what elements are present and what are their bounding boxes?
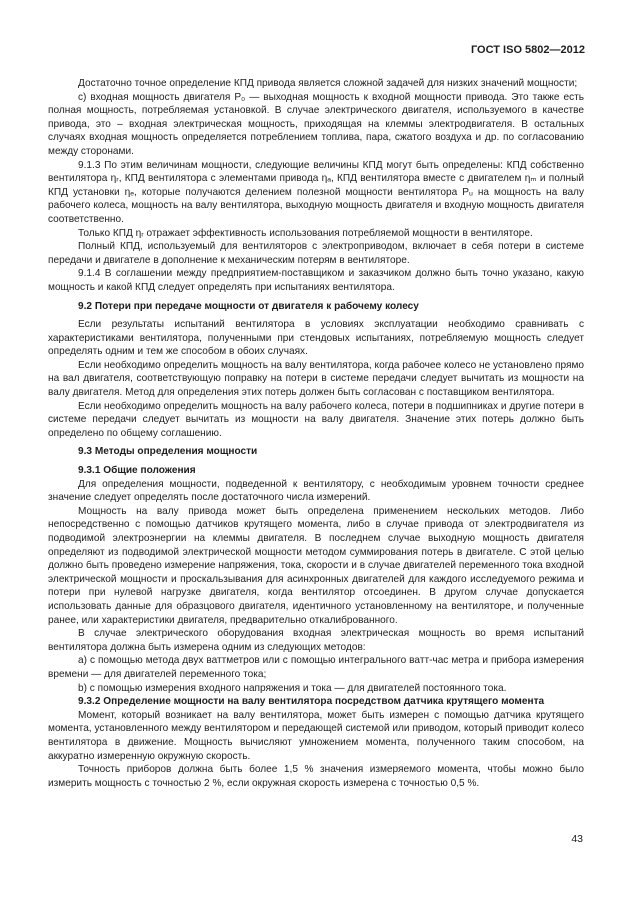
section-heading: 9.3 Методы определения мощности (78, 446, 258, 458)
subsection-heading: 9.3.1 Общие положения (78, 465, 196, 477)
subsection-heading: 9.3.2 Определение мощности на валу вентилятора посредством датчика крутящего момента (78, 696, 545, 708)
paragraph: Если необходимо определить мощность на валу рабочего колеса, потери в подшипниках и другие потери в системе передачи следует вычитать из мощности на валу двигателя. Значение этих потерь должно быть определено по общему соглашению. (48, 400, 584, 439)
paragraph: Мощность на валу привода может быть определена применением нескольких методов. Либо непосредственно с помощью датчиков крутящего момента, либо в случае привода от электродвигателя из подводимой электроэнергии на клеммы двигателя. В последнем случае выходную мощность двигателя определяют из подводимой электрической мощности методом суммирования потерь в двигателе. С этой целью должно быть проведено измерение напряжения, тока, скорости и в случае двигателей переменного тока входной электрической мощности и проскальзывания для асинхронных двигателей для каждого исследуемого режима и потери при нулевой нагрузке двигателя, когда вентилятор отсоединен. В другом случае допускается использовать данные для образцового двигателя, идентичного установленному на вентиляторе, и полученные ранее, или характеристики двигателя, предварительно откалиброванного. (48, 505, 584, 626)
paragraph: Если необходимо определить мощность на валу вентилятора, когда рабочее колесо не установлено прямо на вал двигателя, соответствующую поправку на потери в системе передачи следует вычитать из мощности на валу двигателя. Метод для определения этих потерь должен быть согласован с поставщиком вентилятора. (48, 359, 584, 399)
paragraph: 9.1.3 По этим величинам мощности, следующие величины КПД могут быть определены: КПД собственно вентилятора ηᵣ, КПД вентилятора с элементами привода ηₐ, КПД вентилятора вместе с двигателем ηₘ и полный КПД установки ηₑ, которые получаются делением полезной мощности вентилятора Pᵤ на мощность на валу рабочего колеса, мощность на валу вентилятора, выходную мощность двигателя и входную мощность двигателя соответственно. (48, 159, 584, 225)
paragraph: Точность приборов должна быть более 1,5 % значения измеряемого момента, чтобы можно было измерить мощность с точностью 2 %, если окружная скорость измерена с точностью 0,5 %. (48, 764, 584, 789)
paragraph: Момент, который возникает на валу вентилятора, может быть измерен с помощью датчика крутящего момента, установленного между вентилятором и передающей системой или приводом, который приводит колесо вентилятора в движение. Мощность вычисляют умножением момента, полученного таким способом, на аккуратно измеренную окружную скорость. (48, 709, 584, 762)
paragraph: Для определения мощности, подведенной к вентилятору, с необходимым уровнем точности среднее значение следует определять после достаточного числа измерений. (48, 478, 584, 504)
list-item: b) с помощью измерения входного напряжения и тока — для двигателей постоянного тока. (78, 682, 507, 694)
paragraph: Полный КПД, используемый для вентиляторов с электроприводом, включает в себя потери в системе передачи и двигателе в дополнение к механическим потерям в вентиляторе. (48, 241, 584, 266)
paragraph: 9.1.4 В соглашении между предприятием-поставщиком и заказчиком должно быть точно указано, какую мощность и какой КПД следует определять при испытаниях вентилятора. (48, 268, 584, 293)
paragraph: c) входная мощность двигателя P₀ — выходная мощность к входной мощности привода. Это также есть полная мощность, потребляемая установкой. В случае электрического двигателя, используемого в качестве привода, это – входная электрическая мощность, приходящая на клеммы электродвигателя. В остальных случаях входная мощность определяется потреблением топлива, пара, сжатого воздуха и др. по согласованию между сторонами. (48, 91, 584, 157)
paragraph: Только КПД ηᵣ отражает эффективность использования потребляемой мощности в вентиляторе. (78, 227, 533, 239)
document-header: ГОСТ ISO 5802—2012 (470, 44, 585, 56)
paragraph: Достаточно точное определение КПД привода является сложной задачей для низких значений мощности; (78, 78, 578, 89)
list-item: a) с помощью метода двух ваттметров или с помощью интегрального ватт-час метра и прибора измерения времени — для двигателей переменного тока; (48, 655, 584, 680)
section-heading: 9.2 Потери при передаче мощности от двигателя к рабочему колесу (78, 300, 419, 312)
paragraph: Если результаты испытаний вентилятора в условиях эксплуатации необходимо сравнивать с характеристиками вентилятора, полученными при стендовых испытаниях, потребляемую мощность следует определять одним и тем же способом в обоих случаях. (48, 319, 584, 358)
page-body (48, 77, 584, 790)
paragraph: В случае электрического оборудования входная электрическая мощность во время испытаний вентилятора должна быть измерена одним из следующих методов: (48, 628, 584, 653)
page-number: 43 (571, 833, 583, 845)
